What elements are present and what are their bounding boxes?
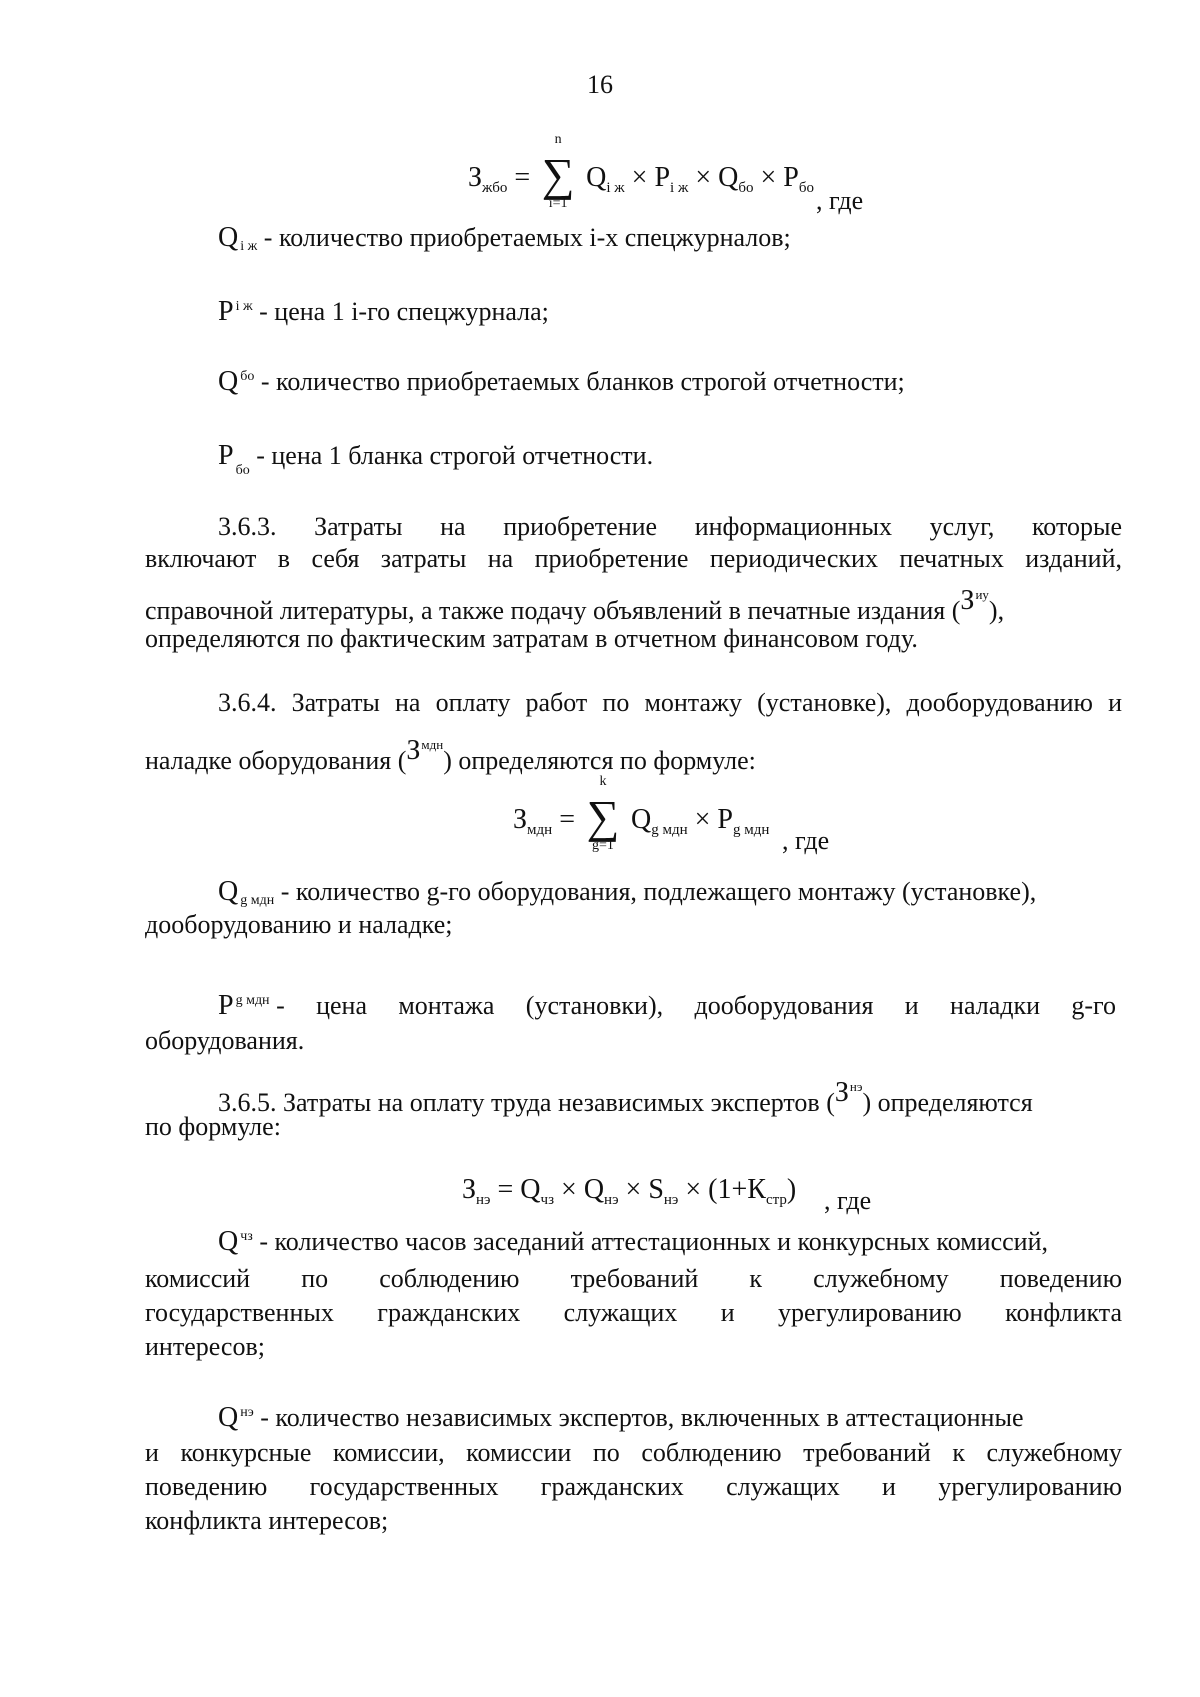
definition-q-ne-line-3: поведению государственных гражданских служащих и урегулированию <box>145 1472 1122 1501</box>
formula-lhs: $З_{мдн}$ <box>513 804 553 838</box>
sum-sign: n ∑ i=1 <box>541 132 575 211</box>
paragraph-3-6-4-line-2: наладке оборудования $(З_{мдн})$ определяются по формуле: <box>145 738 1122 778</box>
equals-sign: = <box>559 804 575 835</box>
paragraph-3-6-5-line-1: 3.6.5. Затраты на оплату труда независимых экспертов $(З_{нэ})$ определяются <box>218 1080 1122 1120</box>
definition-q-ne-line-4: конфликта интересов; <box>145 1506 389 1535</box>
formula-zhbo: $З_{жбо}$ = n ∑ i=1 $Q_{i ж} \times P_{i ж} \times Q_{бо} \times P_{бо}$ <box>468 132 814 211</box>
symbol-z-ne: $З_{нэ}$ <box>834 1077 863 1108</box>
symbol-z-mdn: $З_{мдн}$ <box>406 735 444 766</box>
equals-sign: = <box>497 1174 514 1205</box>
paragraph-3-6-3-line-3: справочной литературы, а также подачу объявлений в печатные издания $(З_{иу})$, <box>145 588 1122 628</box>
paragraph-3-6-4-line-1: 3.6.4. Затраты на оплату работ по монтажу (установке), дооборудованию и <box>218 688 1122 717</box>
formula-suffix: , где <box>816 186 864 215</box>
definition-q-ne: Q $_{нэ}$ - количество независимых экспертов, включенных в аттестационные <box>218 1402 1024 1433</box>
definition-p-izh: P $_{i ж}$ - цена 1 i-го спецжурнала; <box>218 296 549 327</box>
definition-p-gmdn-line-2: оборудования. <box>145 1026 305 1055</box>
definition-q-izh: Q $_{i ж}$ - количество приобретаемых i-х спецжурналов; <box>218 222 791 254</box>
formula-lhs: $З_{жбо}$ <box>468 162 508 196</box>
paragraph-3-6-5-line-2: по формуле: <box>145 1112 281 1141</box>
equals-sign: = <box>514 162 531 193</box>
formula-suffix: , где <box>824 1186 872 1215</box>
definition-q-gmdn-line-2: дооборудованию и наладке; <box>145 910 453 939</box>
definition-q-chz-line-4: интересов; <box>145 1332 265 1361</box>
sum-sign: k ∑ g=1 <box>586 774 620 853</box>
symbol-z-iu: $З_{иу}$ <box>960 585 989 616</box>
definition-q-gmdn: Q $_{g мдн}$ - количество g-го оборудования, подлежащего монтажу (установке), <box>218 876 1037 908</box>
definition-q-chz-line-3: государственных гражданских служащих и урегулированию конфликта <box>145 1298 1122 1327</box>
formula-suffix: , где <box>782 826 830 855</box>
paragraph-3-6-3-line-1: 3.6.3. Затраты на приобретение информационных услуг, которые <box>218 512 1122 541</box>
definition-q-bo: Q $_{бо}$ - количество приобретаемых бланков строгой отчетности; <box>218 366 905 397</box>
formula-zne: $З_{нэ} = Q_{чз} \times Q_{нэ} \times S_{нэ} \times (1+К_{стр})$ <box>462 1174 797 1208</box>
definition-p-bo: P $_{бо}$ - цена 1 бланка строгой отчетности. <box>218 440 654 478</box>
formula-zmdn: $З_{мдн}$ = k ∑ g=1 $Q_{g мдн} \times P_{g мдн}$ <box>513 774 770 853</box>
paragraph-3-6-3-line-2: включают в себя затраты на приобретение периодических печатных изданий, <box>145 544 1122 573</box>
page-number: 16 <box>587 70 613 99</box>
definition-p-gmdn: P $_{g мдн}$ - цена монтажа (установки), дооборудования и наладки g-го <box>218 990 1117 1021</box>
paragraph-3-6-3-line-4: определяются по фактическим затратам в отчетном финансовом году. <box>145 624 918 653</box>
definition-q-chz-line-2: комиссий по соблюдению требований к служебному поведению <box>145 1264 1122 1293</box>
definition-q-chz: Q $_{чз}$ - количество часов заседаний аттестационных и конкурсных комиссий, <box>218 1226 1048 1257</box>
definition-q-ne-line-2: и конкурсные комиссии, комиссии по соблюдению требований к служебному <box>145 1438 1122 1467</box>
formula-lhs: $З_{нэ}$ <box>462 1174 491 1208</box>
